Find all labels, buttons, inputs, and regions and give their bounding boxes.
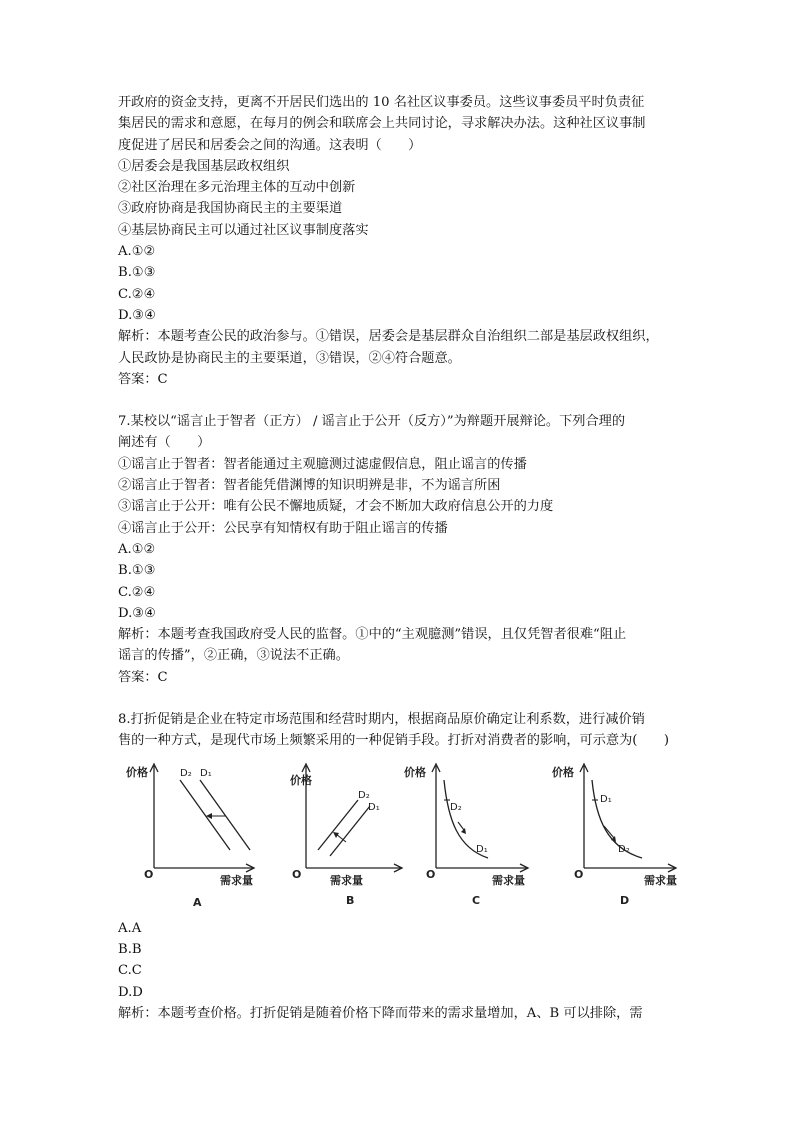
q7-statement: ②谣言止于智者：智者能凭借渊博的知识明辨是非，不为谣言所困 — [118, 478, 501, 494]
q6-option-d: D.③④ — [118, 307, 156, 323]
q6-stem-line: 度促进了居民和居委会之间的沟通。这表明（ ） — [118, 137, 422, 153]
fig-c-label: C — [472, 893, 481, 907]
fig-b-curve1: D₂ — [358, 789, 370, 801]
q8-option-c: C.C — [118, 963, 142, 979]
q6-analysis-line: 人民政协是协商民主的主要渠道，③错误，②④符合题意。 — [118, 350, 461, 366]
fig-a-xlabel: 需求量 — [220, 873, 253, 887]
fig-c-curve2: D₁ — [476, 843, 488, 855]
question-7 — [118, 411, 686, 688]
fig-d-curve2: D₂ — [618, 843, 630, 855]
q7-answer: 答案：C — [118, 669, 168, 685]
q8-option-d: D.D — [118, 984, 143, 1000]
fig-a-origin: O — [144, 867, 154, 881]
q7-option-c: C.②④ — [118, 584, 156, 600]
fig-c-xlabel: 需求量 — [492, 873, 525, 887]
figure-a — [126, 760, 256, 910]
q6-analysis-line: 解析：本题考查公民的政治参与。①错误，居委会是基层群众自治组织二部是基层政权组织， — [118, 329, 659, 345]
q6-statement: ②社区治理在多元治理主体的互动中创新 — [118, 180, 356, 196]
fig-d-xlabel: 需求量 — [644, 873, 677, 887]
q7-analysis-line: 解析：本题考查我国政府受人民的监督。①中的“主观臆测”错误，且仅凭智者很难“阻止 — [118, 627, 627, 643]
q8-stem-line: 8.打折促销是企业在特定市场范围和经营时期内，根据商品原价确定让利系数，进行减价销 — [118, 712, 645, 728]
q6-option-b: B.①③ — [118, 265, 156, 281]
q7-stem-line: 7.某校以“谣言止于智者（正方） / 谣言止于公开（反方）”为辩题开展辩论。下列合理的 — [118, 414, 626, 430]
q6-option-a: A.①② — [118, 244, 156, 260]
fig-d-ylabel: 价格 — [552, 765, 574, 779]
figure-c — [400, 760, 530, 910]
fig-b-curve2: D₁ — [368, 801, 380, 813]
fig-b-ylabel: 价格 — [290, 773, 312, 787]
figure-b — [288, 760, 418, 910]
fig-a-label: A — [193, 895, 202, 909]
question-8 — [118, 709, 686, 1024]
fig-a-curve1: D₂ — [180, 767, 192, 779]
q7-statement: ④谣言止于公开：公民享有知情权有助于阻止谣言的传播 — [118, 520, 448, 536]
document-page — [118, 92, 686, 1024]
q8-stem-line: 售的一种方式，是现代市场上频繁采用的一种促销手段。打折对消费者的影响，可示意为( ) — [118, 733, 669, 749]
q8-analysis-line: 解析：本题考查价格。打折促销是随着价格下降而带来的需求量增加，A、B 可以排除，需 — [118, 1005, 643, 1021]
fig-b-origin: O — [292, 867, 302, 881]
fig-b-xlabel: 需求量 — [330, 873, 363, 887]
fig-c-curve1: D₂ — [450, 801, 462, 813]
fig-d-label: D — [620, 893, 630, 907]
fig-a-curve2: D₁ — [200, 767, 212, 779]
fig-a-ylabel: 价格 — [126, 765, 148, 779]
q6-stem-line: 开政府的资金支持，更离不开居民们选出的 10 名社区议事委员。这些议事委员平时负责征 — [118, 95, 645, 110]
q7-statement: ③谣言止于公开：唯有公民不懈地质疑，才会不断加大政府信息公开的力度 — [118, 499, 554, 515]
q6-statement: ③政府协商是我国协商民主的主要渠道 — [118, 201, 343, 217]
q7-analysis-line: 谣言的传播”，②正确，③说法不正确。 — [118, 648, 349, 664]
q6-stem-line: 集居民的需求和意愿，在每月的例会和联席会上共同讨论，寻求解决办法。这种社区议事制 — [118, 116, 646, 132]
q6-answer: 答案：C — [118, 371, 168, 387]
demand-curve-figures — [118, 760, 686, 912]
q7-statement: ①谣言止于智者：智者能通过主观臆测过滤虚假信息，阻止谣言的传播 — [118, 456, 527, 472]
q7-option-a: A.①② — [118, 541, 156, 557]
q6-statement: ①居委会是我国基层政权组织 — [118, 158, 290, 174]
fig-d-curve1: D₁ — [600, 793, 612, 805]
figure-d — [538, 760, 678, 910]
fig-c-ylabel: 价格 — [404, 765, 426, 779]
spacer — [118, 688, 686, 709]
fig-d-origin: O — [574, 867, 584, 881]
q8-option-b: B.B — [118, 941, 142, 957]
q8-option-a: A.A — [118, 920, 142, 936]
q7-stem-line: 阐述有（ ） — [118, 435, 211, 451]
q7-option-b: B.①③ — [118, 563, 156, 579]
q6-statement: ④基层协商民主可以通过社区议事制度落实 — [118, 222, 369, 238]
question-6 — [118, 92, 686, 390]
fig-b-label: B — [346, 893, 355, 907]
q6-option-c: C.②④ — [118, 286, 156, 302]
spacer — [118, 390, 686, 411]
fig-c-origin: O — [426, 867, 436, 881]
q7-option-d: D.③④ — [118, 605, 156, 621]
